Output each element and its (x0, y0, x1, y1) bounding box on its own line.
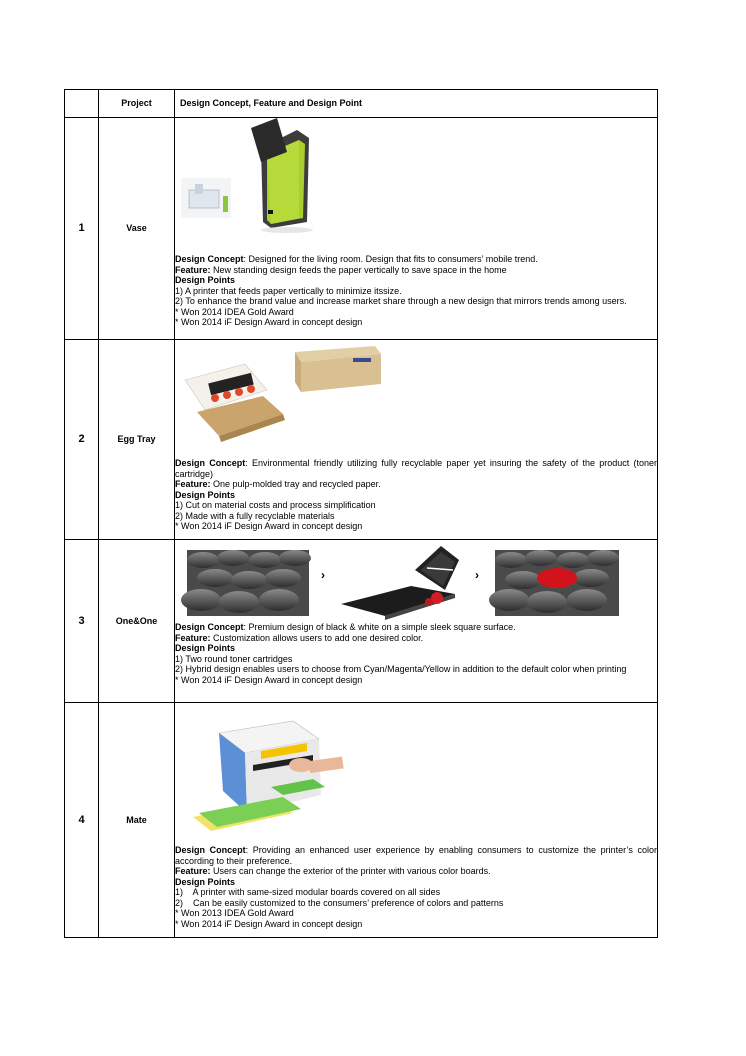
mate-image (175, 703, 657, 845)
points-label: Design Points (175, 489, 236, 500)
points-label: Design Points (175, 275, 236, 285)
feature-label: Feature: (175, 866, 211, 876)
design-point: 2) Hybrid design enables users to choose from Cyan/Magenta/Yellow in addition to the default color when printing (175, 664, 627, 674)
feature-text: Customization allows users to add one desired color. (210, 632, 424, 643)
one-and-one-images (175, 540, 657, 622)
feature-label: Feature: (175, 479, 211, 489)
concept-text: : Providing an enhanced user experience by enabling consumers to customize the printer’s color according to their preference. (175, 845, 657, 866)
vase-image (175, 118, 657, 254)
design-point: 2) Can be easily customized to the consumers’ preference of colors and patterns (175, 897, 504, 908)
arrow-right-icon: › (475, 568, 479, 582)
concept-label: Design Concept (175, 458, 246, 468)
points-label: Design Points (175, 876, 236, 887)
header-description: Design Concept, Feature and Design Point (175, 90, 658, 118)
table-row (65, 703, 658, 938)
table-row (65, 340, 658, 540)
description-cell (175, 340, 658, 540)
concept-text: : Environmental friendly utilizing fully recyclable paper yet insuring the safety of the product (toner cartridge) (175, 458, 657, 479)
row-number: 4 (65, 703, 99, 938)
description-cell (175, 540, 658, 703)
feature-label: Feature: (175, 632, 211, 643)
table-row (65, 118, 658, 340)
award: * Won 2014 iF Design Award in concept design (175, 918, 363, 929)
design-point: 1) Cut on material costs and process simplification (175, 500, 376, 510)
egg-tray-description (175, 458, 657, 532)
vase-description (175, 254, 657, 328)
description-cell (175, 703, 658, 938)
concept-label: Design Concept (175, 254, 244, 264)
feature-text: Users can change the exterior of the printer with various color boards. (210, 866, 491, 876)
concept-label: Design Concept (175, 845, 246, 855)
points-label: Design Points (175, 643, 236, 653)
table-row (65, 540, 658, 703)
award: * Won 2014 iF Design Award in concept design (175, 521, 363, 531)
concept-text: : Designed for the living room. Design that fits to consumers’ mobile trend. (243, 254, 538, 264)
project-name: One&One (99, 540, 175, 703)
feature-label: Feature: (175, 264, 211, 275)
project-name: Vase (99, 118, 175, 340)
award: * Won 2014 IDEA Gold Award (175, 306, 294, 317)
award: * Won 2014 iF Design Award in concept design (175, 317, 363, 327)
description-cell (175, 118, 658, 340)
arrow-right-icon: › (321, 568, 325, 582)
concept-text: : Premium design of black & white on a simple sleek square surface. (243, 622, 516, 632)
design-point: 1) A printer with same-sized modular boards covered on all sides (175, 887, 441, 897)
feature-text: One pulp-molded tray and recycled paper. (210, 479, 381, 489)
design-table (64, 89, 658, 938)
row-number: 1 (65, 118, 99, 340)
table-header-row (65, 90, 658, 118)
design-point: 2) Made with a fully recyclable materials (175, 510, 335, 521)
header-project: Project (99, 90, 175, 118)
mate-description (175, 845, 657, 929)
design-point: 2) To enhance the brand value and increase market share through a new design that mirrors trends among users. (175, 296, 627, 306)
row-number: 3 (65, 540, 99, 703)
design-point: 1) A printer that feeds paper vertically to minimize itssize. (175, 285, 402, 296)
project-name: Mate (99, 703, 175, 938)
award: * Won 2014 iF Design Award in concept design (175, 674, 363, 685)
concept-label: Design Concept (175, 622, 244, 632)
project-name: Egg Tray (99, 340, 175, 540)
one-and-one-description (175, 622, 657, 685)
egg-tray-image (175, 340, 657, 458)
feature-text: New standing design feeds the paper vertically to save space in the home (210, 264, 507, 275)
design-point: 1) Two round toner cartridges (175, 653, 293, 664)
header-number (65, 90, 99, 118)
row-number: 2 (65, 340, 99, 540)
award: * Won 2013 IDEA Gold Award (175, 908, 294, 918)
